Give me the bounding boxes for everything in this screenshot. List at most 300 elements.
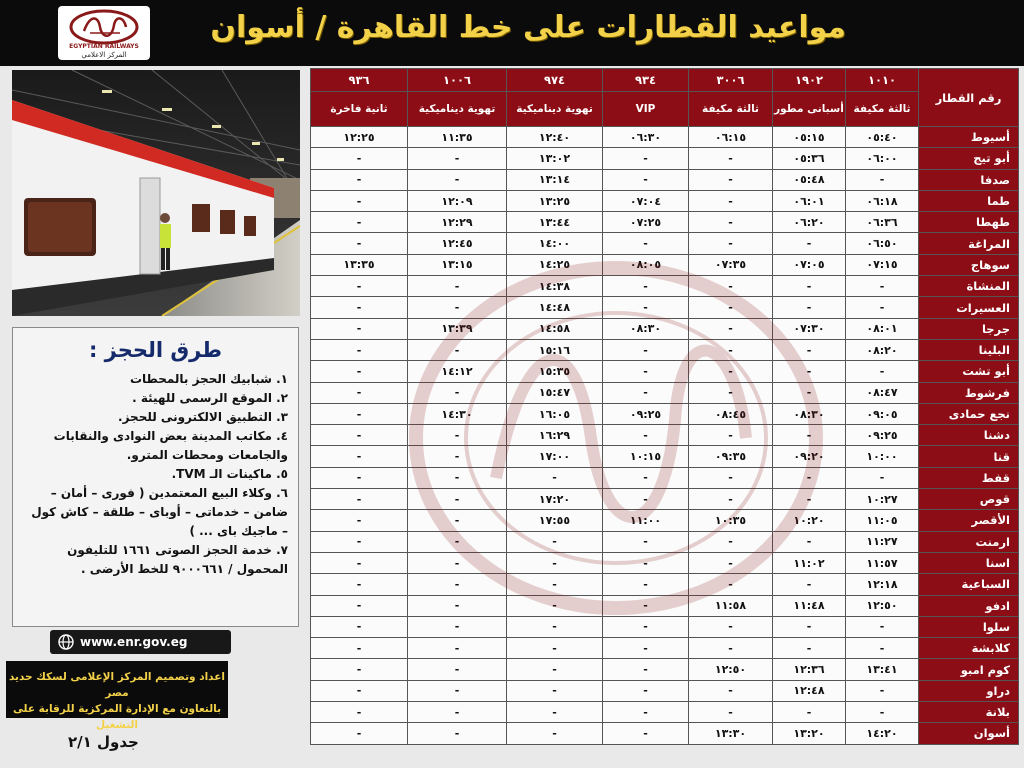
departure-time: ١١:٥٧ [846, 552, 919, 573]
departure-time: ١١:٠٢ [773, 552, 846, 573]
departure-time: ١١:٠٠ [603, 510, 689, 531]
departure-time: - [311, 233, 408, 254]
departure-time: ٠٧:٣٠ [773, 318, 846, 339]
booking-method-item: ٣. التطبيق الالكترونى للحجز. [118, 410, 288, 424]
departure-time: - [507, 680, 603, 701]
departure-time: ١٢:٣٦ [773, 659, 846, 680]
departure-time: - [408, 616, 507, 637]
train-number: ٩٣٦ [311, 69, 408, 92]
departure-time: ١٢:٠٩ [408, 190, 507, 211]
departure-time: - [603, 638, 689, 659]
globe-icon [58, 634, 74, 650]
train-number: ٣٠٠٦ [689, 69, 773, 92]
departure-time: - [689, 616, 773, 637]
egyptian-railways-logo [58, 6, 150, 60]
table-row [311, 233, 1019, 254]
departure-time: ٠٩:٣٥ [689, 446, 773, 467]
departure-time: ٠٨:٤٧ [846, 382, 919, 403]
table-number: جدول ٢/١ [68, 733, 139, 751]
departure-time: ١٢:٤٠ [507, 127, 603, 148]
departure-time: - [773, 361, 846, 382]
booking-method-item: ٥. ماكينات الـ TVM. [171, 467, 288, 481]
departure-time: - [603, 702, 689, 723]
train-type: VIP [603, 92, 689, 127]
departure-time: ٠٦:٥٠ [846, 233, 919, 254]
station-name: اسنا [919, 552, 1019, 573]
station-name: أسيوط [919, 127, 1019, 148]
departure-time: ١١:٠٥ [846, 510, 919, 531]
departure-time: ١١:٤٨ [773, 595, 846, 616]
departure-time: - [311, 659, 408, 680]
departure-time: ٠٦:٠٠ [846, 148, 919, 169]
departure-time: ٠٨:٣٠ [603, 318, 689, 339]
departure-time: - [846, 638, 919, 659]
station-name: صدفا [919, 169, 1019, 190]
departure-time: - [773, 489, 846, 510]
station-name: قفط [919, 467, 1019, 488]
departure-time: - [603, 680, 689, 701]
departure-time: - [311, 276, 408, 297]
departure-time: ١٢:٤٨ [773, 680, 846, 701]
station-name: بلانة [919, 702, 1019, 723]
departure-time: ١٣:١٤ [507, 169, 603, 190]
departure-time: ٠٦:٣٦ [846, 212, 919, 233]
departure-time: ٠٨:٠١ [846, 318, 919, 339]
departure-time: ٠٦:٢٠ [773, 212, 846, 233]
departure-time: - [408, 552, 507, 573]
table-row [311, 148, 1019, 169]
station-name: أسوان [919, 723, 1019, 744]
departure-time: ١٣:٤٤ [507, 212, 603, 233]
departure-time: - [689, 297, 773, 318]
departure-time: - [603, 148, 689, 169]
station-name: سوهاج [919, 254, 1019, 275]
departure-time: ٠٩:٢٥ [846, 425, 919, 446]
departure-time: - [689, 318, 773, 339]
departure-time: - [408, 148, 507, 169]
departure-time: ١٦:٠٥ [507, 403, 603, 424]
table-row [311, 595, 1019, 616]
departure-time: - [311, 148, 408, 169]
train-type: تهوية ديناميكية [408, 92, 507, 127]
departure-time: - [408, 702, 507, 723]
departure-time: - [603, 531, 689, 552]
departure-time: - [846, 467, 919, 488]
departure-time: - [408, 510, 507, 531]
departure-time: - [846, 169, 919, 190]
departure-time: - [689, 233, 773, 254]
departure-time: - [311, 361, 408, 382]
logo-english-text: EGYPTIAN RAILWAYS [69, 43, 139, 50]
departure-time: - [408, 169, 507, 190]
departure-time: ١٣:٢٠ [773, 723, 846, 744]
departure-time: - [408, 531, 507, 552]
departure-time: ٠٥:٣٦ [773, 148, 846, 169]
departure-time: ١٣:٣٠ [689, 723, 773, 744]
departure-time: ١٣:٣٩ [408, 318, 507, 339]
departure-time: - [689, 276, 773, 297]
departure-time: - [311, 552, 408, 573]
table-row [311, 489, 1019, 510]
train-number-header: رقم القطار [919, 69, 1019, 127]
departure-time: ١٣:٢٥ [507, 190, 603, 211]
departure-time: - [311, 680, 408, 701]
table-row [311, 638, 1019, 659]
departure-time: - [603, 425, 689, 446]
departure-time: - [311, 339, 408, 360]
departure-time: - [773, 276, 846, 297]
station-name: أبو تشت [919, 361, 1019, 382]
railways-emblem-icon [68, 9, 140, 45]
departure-time: - [773, 425, 846, 446]
train-photo [12, 70, 300, 316]
departure-time: ٠٦:١٥ [689, 127, 773, 148]
train-number: ١٠٠٦ [408, 69, 507, 92]
departure-time: - [408, 723, 507, 744]
table-row [311, 318, 1019, 339]
departure-time: ١٢:٥٠ [689, 659, 773, 680]
table-row [311, 467, 1019, 488]
departure-time: ١٣:٤١ [846, 659, 919, 680]
departure-time: ١١:٢٧ [846, 531, 919, 552]
website-link[interactable] [50, 630, 231, 654]
station-name: السباعية [919, 574, 1019, 595]
departure-time: - [689, 190, 773, 211]
departure-time: - [773, 574, 846, 595]
table-row [311, 254, 1019, 275]
departure-time: - [846, 680, 919, 701]
station-name: ارمنت [919, 531, 1019, 552]
departure-time: - [689, 531, 773, 552]
departure-time: - [603, 552, 689, 573]
departure-time: ٠٥:١٥ [773, 127, 846, 148]
departure-time: ٠٨:٤٥ [689, 403, 773, 424]
departure-time: ١٠:٢٠ [773, 510, 846, 531]
departure-time: - [689, 339, 773, 360]
station-name: ادفو [919, 595, 1019, 616]
departure-time: - [773, 531, 846, 552]
station-name: البلينا [919, 339, 1019, 360]
station-name: طهطا [919, 212, 1019, 233]
departure-time: - [408, 680, 507, 701]
departure-time: - [689, 552, 773, 573]
departure-time: - [311, 702, 408, 723]
table-row [311, 403, 1019, 424]
departure-time: - [603, 297, 689, 318]
departure-time: ١٤:٤٨ [507, 297, 603, 318]
departure-time: - [773, 297, 846, 318]
table-row [311, 297, 1019, 318]
departure-time: ٠٨:٣٠ [773, 403, 846, 424]
train-type: تهوية ديناميكية [507, 92, 603, 127]
train-number: ١٠١٠ [846, 69, 919, 92]
departure-time: - [408, 489, 507, 510]
station-name: المنشاة [919, 276, 1019, 297]
departure-time: - [311, 297, 408, 318]
departure-time: - [311, 616, 408, 637]
departure-time: - [408, 382, 507, 403]
departure-time: ٠٩:٢٠ [773, 446, 846, 467]
departure-time: - [846, 361, 919, 382]
departure-time: - [507, 531, 603, 552]
departure-time: - [408, 276, 507, 297]
departure-time: - [773, 339, 846, 360]
departure-time: - [311, 403, 408, 424]
booking-method-item: ١. شبابيك الحجز بالمحطات [129, 372, 288, 386]
table-row [311, 723, 1019, 744]
departure-time: - [408, 574, 507, 595]
departure-time: - [603, 595, 689, 616]
page-header [0, 0, 1024, 66]
departure-time: - [689, 425, 773, 446]
departure-time: ١٤:١٢ [408, 361, 507, 382]
departure-time: - [311, 531, 408, 552]
table-row [311, 169, 1019, 190]
departure-time: - [689, 212, 773, 233]
train-number-row [311, 69, 1019, 92]
departure-time: - [603, 467, 689, 488]
departure-time: - [408, 659, 507, 680]
departure-time: ١١:٣٥ [408, 127, 507, 148]
departure-time: - [689, 574, 773, 595]
departure-time: ١٠:٣٥ [689, 510, 773, 531]
departure-time: ١٤:٣٨ [507, 276, 603, 297]
station-name: كلابشة [919, 638, 1019, 659]
table-row [311, 446, 1019, 467]
departure-time: - [689, 148, 773, 169]
departure-time: ١٧:٥٥ [507, 510, 603, 531]
departure-time: - [689, 169, 773, 190]
station-name: جرجا [919, 318, 1019, 339]
departure-time: - [773, 638, 846, 659]
departure-time: - [507, 552, 603, 573]
station-name: دشنا [919, 425, 1019, 446]
departure-time: ١٢:٥٠ [846, 595, 919, 616]
station-name: طما [919, 190, 1019, 211]
train-type: ثالثة مكيفة [689, 92, 773, 127]
table-row [311, 574, 1019, 595]
departure-time: ٠٦:٣٠ [603, 127, 689, 148]
table-row [311, 531, 1019, 552]
departure-time: - [773, 382, 846, 403]
table-row [311, 680, 1019, 701]
departure-time: ١٣:٠٢ [507, 148, 603, 169]
credits-box [6, 661, 228, 731]
departure-time: - [603, 361, 689, 382]
departure-time: - [846, 616, 919, 637]
departure-time: - [603, 169, 689, 190]
booking-method-item: ٢. الموقع الرسمى للهيئة . [132, 391, 288, 405]
departure-time: - [311, 595, 408, 616]
departure-time: - [846, 276, 919, 297]
departure-time: - [507, 638, 603, 659]
departure-time: - [603, 339, 689, 360]
departure-time: ١٥:١٦ [507, 339, 603, 360]
table-row [311, 552, 1019, 573]
booking-methods-title: طرق الحجز : [88, 338, 223, 362]
table-row [311, 276, 1019, 297]
departure-time: - [603, 489, 689, 510]
departure-time: - [408, 467, 507, 488]
departure-time: ٠٧:٢٥ [603, 212, 689, 233]
table-row [311, 212, 1019, 233]
departure-time: ١٤:٣٠ [408, 403, 507, 424]
departure-time: - [311, 425, 408, 446]
departure-time: ١٠:١٥ [603, 446, 689, 467]
departure-time: - [408, 638, 507, 659]
departure-time: ١٥:٤٧ [507, 382, 603, 403]
departure-time: - [311, 446, 408, 467]
departure-time: - [311, 467, 408, 488]
website-url[interactable]: www.enr.gov.eg [80, 635, 188, 649]
departure-time: - [603, 616, 689, 637]
departure-time: - [311, 723, 408, 744]
departure-time: ٠٧:٠٥ [773, 254, 846, 275]
departure-time: - [603, 574, 689, 595]
train-number: ١٩٠٢ [773, 69, 846, 92]
credits-line: بالتعاون مع الإدارة المركزية للرقابة على التشغيل [12, 703, 222, 731]
departure-time: ١٢:١٨ [846, 574, 919, 595]
departure-time: ١٢:٤٥ [408, 233, 507, 254]
departure-time: ١٦:٢٩ [507, 425, 603, 446]
table-row [311, 702, 1019, 723]
station-name: الأقصر [919, 510, 1019, 531]
table-row [311, 361, 1019, 382]
departure-time: - [311, 574, 408, 595]
station-name: نجع حمادى [919, 403, 1019, 424]
timetable-area [310, 68, 1018, 758]
departure-time: ١٢:٢٥ [311, 127, 408, 148]
departure-time: - [507, 723, 603, 744]
departure-time: - [311, 510, 408, 531]
departure-time: ١١:٥٨ [689, 595, 773, 616]
departure-time: - [689, 638, 773, 659]
booking-method-item: ٦. وكلاء البيع المعتمدين ( فورى – أمان – ضامن – خدماتى – أوباى – طلقة – كاش كول – ماجيك باى ... ) [31, 486, 288, 538]
departure-time: - [507, 659, 603, 680]
departure-time: - [507, 467, 603, 488]
departure-time: - [689, 467, 773, 488]
logo-arabic-text: المركز الاعلامي [81, 51, 127, 59]
departure-time: ٠٥:٤٨ [773, 169, 846, 190]
departure-time: ١٣:١٥ [408, 254, 507, 275]
booking-method-item: ٧. خدمة الحجز الصوتى ١٦٦١ للتليفون المحمول / ٩٠٠٠٦٦١ للخط الأرضى . [67, 543, 288, 576]
station-name: العسيرات [919, 297, 1019, 318]
departure-time: ٠٧:٣٥ [689, 254, 773, 275]
departure-time: - [408, 425, 507, 446]
departure-time: ١٧:٠٠ [507, 446, 603, 467]
station-name: قوص [919, 489, 1019, 510]
departure-time: ١٠:٠٠ [846, 446, 919, 467]
page-title: مواعيد القطارات على خط القاهرة / أسوان [210, 10, 846, 45]
station-name: قنا [919, 446, 1019, 467]
departure-time: - [603, 233, 689, 254]
departure-time: - [311, 212, 408, 233]
departure-time: - [408, 339, 507, 360]
table-row [311, 127, 1019, 148]
departure-time: ١٤:٠٠ [507, 233, 603, 254]
train-number: ٩٧٤ [507, 69, 603, 92]
station-name: المراغة [919, 233, 1019, 254]
station-name: كوم امبو [919, 659, 1019, 680]
departure-time: - [689, 382, 773, 403]
departure-time: ١٢:٢٩ [408, 212, 507, 233]
departure-time: ٠٨:٠٥ [603, 254, 689, 275]
station-name: دراو [919, 680, 1019, 701]
table-row [311, 659, 1019, 680]
booking-method-item: ٤. مكاتب المدينة بعض النوادى والنقابات والجامعات ومحطات المترو. [53, 429, 288, 462]
departure-time: - [311, 318, 408, 339]
departure-time: - [603, 723, 689, 744]
departure-time: - [689, 702, 773, 723]
departure-time: - [507, 595, 603, 616]
departure-time: - [846, 297, 919, 318]
departure-time: ٠٧:١٥ [846, 254, 919, 275]
departure-time: - [507, 574, 603, 595]
departure-time: - [408, 446, 507, 467]
station-name: أبو تيج [919, 148, 1019, 169]
departure-time: ١٥:٣٥ [507, 361, 603, 382]
departure-time: - [408, 297, 507, 318]
departure-time: - [311, 190, 408, 211]
departure-time: - [311, 382, 408, 403]
credits-line: اعداد وتصميم المركز الإعلامى لسكك حديد مصر [8, 671, 226, 699]
booking-methods-box [12, 327, 299, 627]
departure-time: - [773, 702, 846, 723]
departure-time: ١٣:٣٥ [311, 254, 408, 275]
departure-time: ١٤:٥٨ [507, 318, 603, 339]
departure-time: ٠٧:٠٤ [603, 190, 689, 211]
departure-time: - [507, 702, 603, 723]
table-row [311, 616, 1019, 637]
departure-time: - [773, 616, 846, 637]
station-name: سلوا [919, 616, 1019, 637]
departure-time: - [311, 638, 408, 659]
departure-time: ١٤:٢٥ [507, 254, 603, 275]
departure-time: - [773, 233, 846, 254]
table-row [311, 425, 1019, 446]
departure-time: - [689, 361, 773, 382]
departure-time: ٠٩:٢٥ [603, 403, 689, 424]
departure-time: - [689, 680, 773, 701]
train-type-row [311, 92, 1019, 127]
departure-time: - [603, 659, 689, 680]
departure-time: - [311, 489, 408, 510]
departure-time: - [846, 702, 919, 723]
train-number: ٩٣٤ [603, 69, 689, 92]
departure-time: ٠٩:٠٥ [846, 403, 919, 424]
table-row [311, 190, 1019, 211]
departure-time: - [603, 276, 689, 297]
departure-time: - [773, 467, 846, 488]
departure-time: ٠٥:٤٠ [846, 127, 919, 148]
table-row [311, 339, 1019, 360]
table-row [311, 382, 1019, 403]
station-name: فرشوط [919, 382, 1019, 403]
timetable [310, 68, 1019, 745]
departure-time: - [408, 595, 507, 616]
departure-time: ١٤:٢٠ [846, 723, 919, 744]
departure-time: ٠٦:١٨ [846, 190, 919, 211]
departure-time: ١٧:٢٠ [507, 489, 603, 510]
train-type: ثانية فاخرة [311, 92, 408, 127]
train-type: أسبانى مطور [773, 92, 846, 127]
departure-time: - [603, 382, 689, 403]
departure-time: ٠٦:٠١ [773, 190, 846, 211]
table-row [311, 510, 1019, 531]
departure-time: ٠٨:٢٠ [846, 339, 919, 360]
departure-time: ١٠:٢٧ [846, 489, 919, 510]
train-type: ثالثة مكيفة [846, 92, 919, 127]
